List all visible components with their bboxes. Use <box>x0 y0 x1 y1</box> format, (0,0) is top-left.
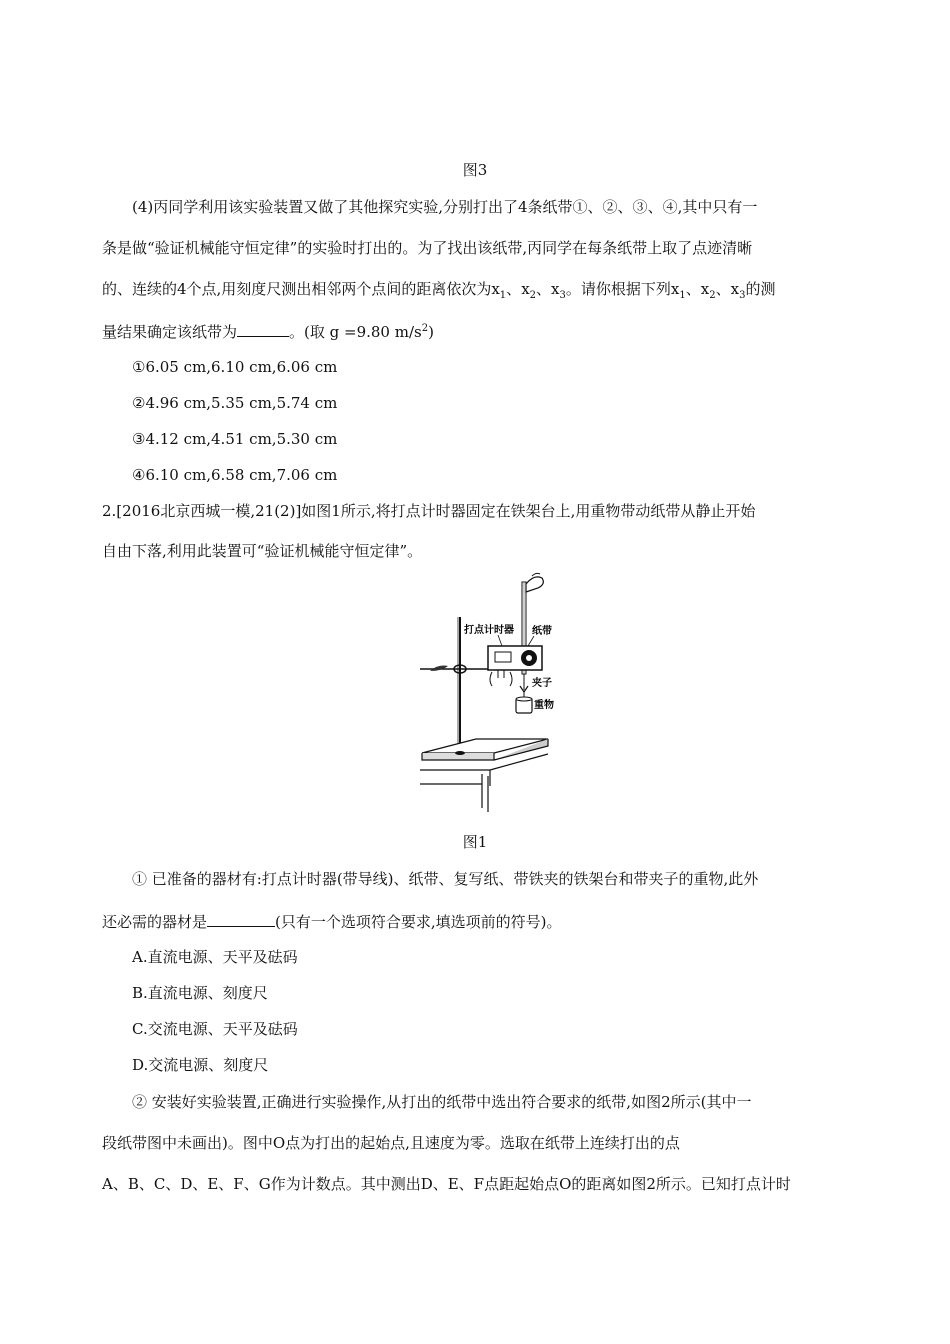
option-4: ④6.10 cm,6.58 cm,7.06 cm <box>132 466 338 484</box>
subquestion-2-line-1: ② 安装好实验装置,正确进行实验操作,从打出的纸带中选出符合要求的纸带,如图2所示(其中一 <box>132 1093 752 1111</box>
subquestion-1-line-2: 还必需的器材是 (只有一个选项符合要求,填选项前的符号)。 <box>102 910 562 932</box>
answer-blank-2[interactable] <box>207 910 275 927</box>
option-b: B.直流电源、刻度尺 <box>132 984 268 1002</box>
figure-1-caption: 图1 <box>462 833 488 851</box>
answer-blank[interactable] <box>237 320 289 337</box>
label-timer: 打点计时器 <box>464 625 514 636</box>
question-2-line-2: 自由下落,利用此装置可“验证机械能守恒定律”。 <box>102 542 423 560</box>
label-tape: 纸带 <box>532 626 552 637</box>
question-2-line-1: 2.[2016北京西城一模,21(2)]如图1所示,将打点计时器固定在铁架台上,用重物带动纸带从静止开始 <box>102 502 756 520</box>
option-d: D.交流电源、刻度尺 <box>132 1056 269 1074</box>
figure-3-caption: 图3 <box>462 161 488 179</box>
label-clip: 夹子 <box>532 678 552 689</box>
question-4-line-2: 条是做“验证机械能守恒定律”的实验时打出的。为了找出该纸带,丙同学在每条纸带上取了点迹清晰 <box>102 239 753 257</box>
option-c: C.交流电源、天平及砝码 <box>132 1020 298 1038</box>
option-3: ③4.12 cm,4.51 cm,5.30 cm <box>132 430 338 448</box>
subquestion-1-line-1: ① 已准备的器材有:打点计时器(带导线)、纸带、复写纸、带铁夹的铁架台和带夹子的重物,此外 <box>132 870 759 888</box>
subquestion-2-line-3: A、B、C、D、E、F、G作为计数点。其中测出D、E、F点距起始点O的距离如图2所示。已知打点计时 <box>102 1175 791 1193</box>
question-4-line-4: 量结果确定该纸带为 。(取 g =9.80 $m/s^2$) <box>102 320 434 342</box>
option-2: ②4.96 cm,5.35 cm,5.74 cm <box>132 394 338 412</box>
question-4-line-1: (4)丙同学利用该实验装置又做了其他探究实验,分别打出了4条纸带①、②、③、④,其中只有一 <box>132 198 758 216</box>
option-a: A.直流电源、天平及砝码 <box>132 948 298 966</box>
subquestion-2-line-2: 段纸带图中未画出)。图中O点为打出的起始点,且速度为零。选取在纸带上连续打出的点 <box>102 1134 680 1152</box>
question-4-line-3: 的、连续的4个点,用刻度尺测出相邻两个点间的距离依次为$x_1$、$x_2$、$x_3$。请你根据下列$x_1$、$x_2$、$x_3$的测 <box>102 280 776 301</box>
figure-1-apparatus-diagram <box>420 562 570 820</box>
option-1: ①6.05 cm,6.10 cm,6.06 cm <box>132 358 338 376</box>
label-weight: 重物 <box>534 700 554 711</box>
